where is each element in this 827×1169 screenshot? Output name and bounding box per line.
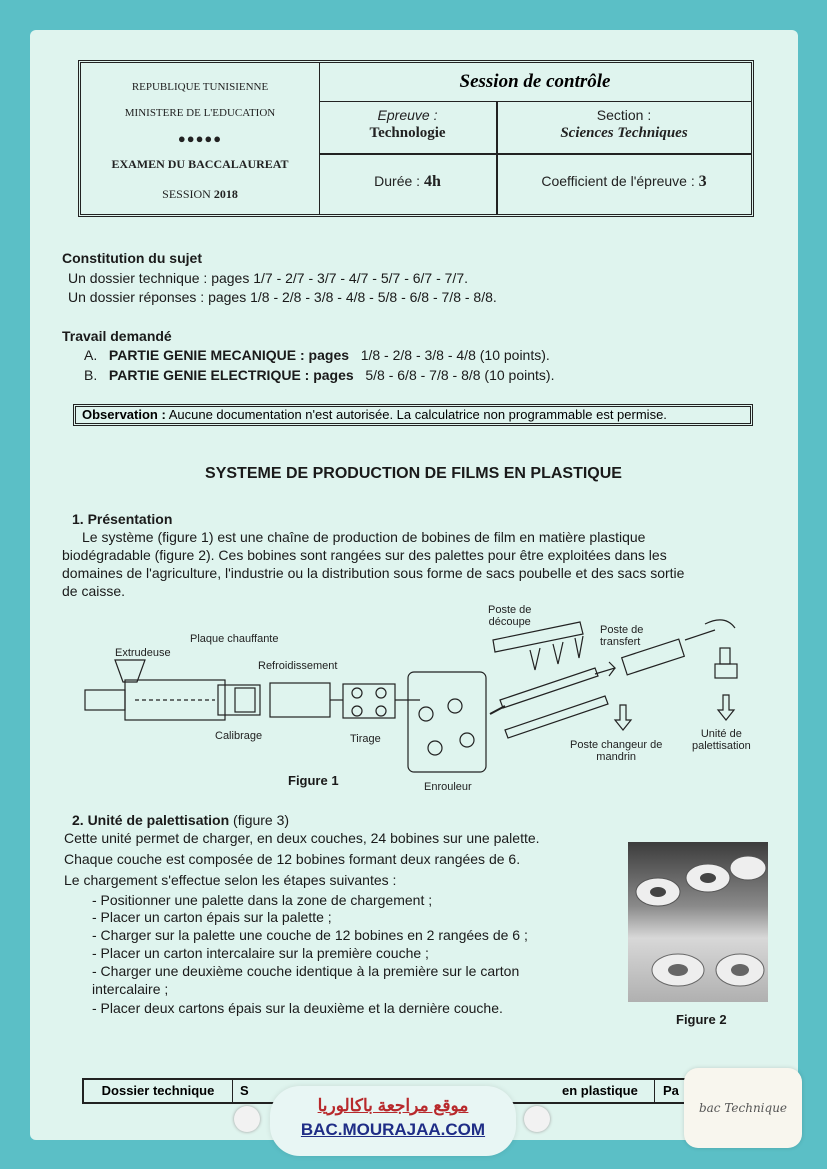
presentation-line-3: domaines de l'agriculture, l'industrie ou la distribution sous forme de sacs poubelle et des sacs sortie	[62, 565, 685, 581]
enrouleur-roll	[419, 707, 433, 721]
ministry-label: MINISTERE DE L'EDUCATION	[124, 107, 276, 119]
presentation-line-1: Le système (figure 1) est une chaîne de production de bobines de film en matière plastique	[82, 529, 646, 545]
calibrage-block	[218, 685, 260, 715]
step-4: - Placer un carton intercalaire sur la première couche ;	[92, 945, 429, 961]
header-table	[78, 60, 754, 217]
label-decoupe-line2: découpe	[488, 616, 531, 628]
label-changeur	[570, 739, 662, 763]
watermark-badge[interactable]	[270, 1086, 516, 1156]
label-decoupe	[488, 604, 531, 628]
step-6: - Placer deux cartons épais sur la deuxième et la dernière couche.	[92, 1000, 503, 1016]
figure-1-diagram	[75, 600, 775, 800]
item-a-letter: A.	[84, 347, 98, 363]
footer-page: Pa	[654, 1080, 763, 1102]
step-5: - Charger une deuxième couche identique à la première sur le carton	[92, 963, 520, 979]
observation-box	[73, 404, 753, 426]
palettisation-heading	[72, 812, 289, 828]
extruder-body	[125, 680, 225, 720]
main-title: SYSTEME DE PRODUCTION DE FILMS EN PLASTIQUE	[205, 465, 622, 482]
presentation-heading: 1. Présentation	[72, 511, 173, 527]
left-logo-icon	[234, 1106, 260, 1132]
label-enrouleur: Enrouleur	[424, 781, 472, 793]
constitution-line-1: Un dossier technique : pages 1/7 - 2/7 - 3/7 - 4/7 - 5/7 - 6/7 - 7/7.	[68, 270, 468, 286]
enrouleur-frame	[408, 672, 486, 772]
bobines-image	[628, 842, 768, 1002]
label-unite	[692, 728, 751, 752]
header-divider-h	[319, 153, 751, 155]
palettisation-line-3: Le chargement s'effectue selon les étapes suivantes :	[64, 872, 397, 888]
palettisation-heading-ref: (figure 3)	[233, 812, 290, 828]
epreuve-value: Technologie	[369, 125, 446, 141]
step-3: - Charger sur la palette une couche de 12 bobines en 2 rangées de 6 ;	[92, 927, 528, 943]
dots-separator: ●●●●●	[177, 131, 223, 146]
coef-label: Coefficient de l'épreuve :	[541, 173, 695, 189]
tirage-block	[343, 684, 395, 718]
footer-dossier: Dossier technique	[84, 1080, 233, 1102]
session-label: SESSION	[162, 187, 211, 201]
figure-2-photo	[628, 842, 768, 1002]
figure-1-caption: Figure 1	[288, 773, 339, 788]
item-a-pages: 1/8 - 2/8 - 3/8 - 4/8 (10 points).	[360, 347, 550, 363]
label-decoupe-line1: Poste de	[488, 604, 532, 616]
travail-item-b	[84, 367, 554, 383]
exam-label: EXAMEN DU BACCALAUREAT	[111, 157, 289, 171]
step-1: - Positionner une palette dans la zone de chargement ;	[92, 892, 433, 908]
step-2: - Placer un carton épais sur la palette ;	[92, 909, 332, 925]
label-refroidissement: Refroidissement	[258, 660, 338, 672]
changeur-arrow	[615, 705, 631, 730]
watermark-site-link[interactable]: BAC.MOURAJAA.COM	[300, 1120, 486, 1139]
session-line	[81, 187, 319, 202]
constitution-line-2: Un dossier réponses : pages 1/8 - 2/8 - 3/8 - 4/8 - 5/8 - 6/8 - 7/8 - 8/8.	[68, 289, 497, 305]
item-a-bold: PARTIE GENIE MECANIQUE : pages	[108, 347, 350, 363]
coef-cell	[497, 173, 751, 191]
palettisation-line-1: Cette unité permet de charger, en deux couches, 24 bobines sur une palette.	[64, 830, 540, 846]
observation-text: Aucune documentation n'est autorisée. La calculatrice non programmable est permise.	[168, 407, 667, 422]
item-b-pages: 5/8 - 6/8 - 7/8 - 8/8 (10 points).	[365, 367, 555, 383]
section-label: Section :	[596, 107, 652, 123]
palettisation-heading-bold: 2. Unité de palettisation	[72, 812, 230, 828]
label-extrudeuse: Extrudeuse	[115, 647, 171, 659]
watermark-arabic: موقع مراجعة باكالوريا	[317, 1096, 469, 1115]
coef-value: 3	[698, 173, 707, 190]
tube-upper	[500, 668, 598, 708]
item-b-letter: B.	[84, 367, 98, 383]
ministry-block	[81, 63, 320, 214]
unite-arrow	[718, 695, 734, 720]
epreuve-label: Epreuve :	[377, 107, 438, 123]
session-year: 2018	[213, 187, 238, 201]
extruder-nozzle	[85, 690, 125, 710]
figure-2-caption: Figure 2	[676, 1012, 727, 1027]
label-unite-line1: Unité de	[700, 728, 742, 740]
section-cell	[497, 107, 751, 142]
label-changeur-line1: Poste changeur de	[570, 739, 663, 751]
constitution-heading: Constitution du sujet	[62, 250, 202, 266]
presentation-line-4: de caisse.	[62, 583, 126, 599]
section-value: Sciences Techniques	[560, 125, 688, 141]
republic-label: REPUBLIQUE TUNISIENNE	[131, 81, 269, 93]
item-b-bold: PARTIE GENIE ELECTRIQUE : pages	[108, 367, 354, 383]
label-changeur-line2: mandrin	[596, 751, 637, 763]
epreuve-cell	[319, 107, 496, 142]
extruder-hopper	[115, 660, 145, 682]
label-transfert	[600, 624, 643, 648]
step-5-cont: intercalaire ;	[92, 981, 169, 997]
refroidissement-tank	[270, 683, 330, 717]
label-unite-line2: palettisation	[692, 740, 751, 752]
observation-label: Observation :	[82, 407, 166, 422]
footer-title-end: en plastique	[562, 1083, 638, 1098]
label-transfert-line1: Poste de	[600, 624, 644, 636]
travail-item-a	[84, 347, 550, 363]
duree-cell	[319, 173, 496, 191]
travail-heading: Travail demandé	[62, 328, 172, 344]
label-tirage: Tirage	[350, 733, 381, 745]
duree-label: Durée :	[374, 173, 421, 189]
session-type: Session de contrôle	[319, 63, 751, 102]
label-calibrage: Calibrage	[215, 730, 263, 742]
presentation-line-2: biodégradable (figure 2). Ces bobines sont rangées sur des palettes pour être exploitées dans les	[62, 547, 667, 563]
label-plaque: Plaque chauffante	[190, 633, 279, 645]
duree-value: 4h	[423, 173, 441, 190]
label-transfert-line2: transfert	[600, 636, 641, 648]
right-logo-icon	[524, 1106, 550, 1132]
bac-technique-logo: bac Technique	[684, 1068, 802, 1148]
palettisation-line-2: Chaque couche est composée de 12 bobines formant deux rangées de 6.	[64, 851, 521, 867]
footer-title-start: S	[240, 1083, 249, 1098]
